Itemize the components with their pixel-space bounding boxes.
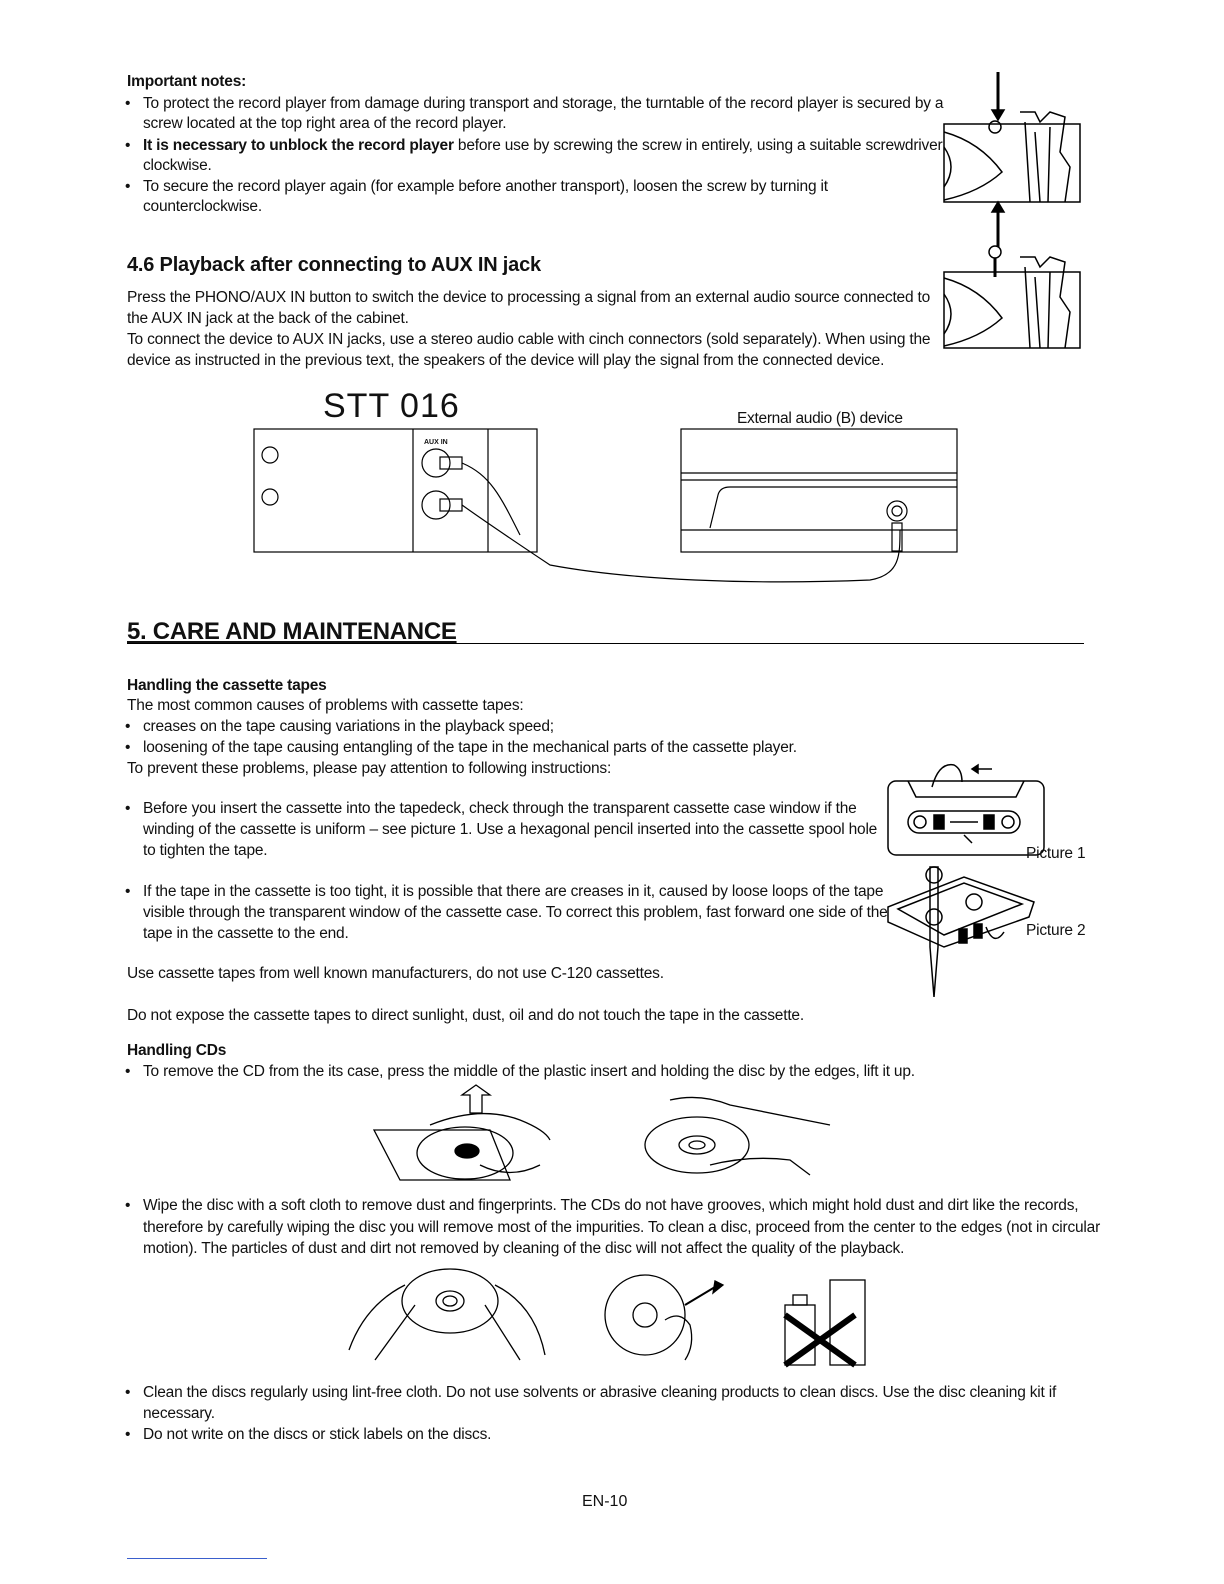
important-heading: Important notes:: [127, 73, 247, 90]
cd-cleaning-illustration: [345, 1265, 870, 1370]
cassette-tip-1-line-1: • Before you insert the cassette into the tapedeck, check through the transparent cassette case window if the: [143, 800, 857, 818]
cd-removal-illustration: [370, 1085, 850, 1190]
aux-in-label: AUX IN: [424, 439, 448, 446]
important-bullet-2-rest: before use by screwing the screw in entirely, using a suitable screwdriver: [453, 137, 943, 154]
cassette-cause-1: • creases on the tape causing variations in the playback speed;: [143, 718, 554, 736]
cd-tip-1: • To remove the CD from the its case, press the middle of the plastic insert and holding the disc by the edges, lift it up.: [143, 1063, 915, 1081]
cassette-heading: Handling the cassette tapes: [127, 677, 327, 694]
aux-connection-diagram: [250, 425, 970, 605]
important-bullet-2-line-1: [143, 137, 943, 155]
picture-1-label: Picture 1: [1026, 845, 1086, 862]
cd-tip-3-line-2: necessary.: [143, 1405, 215, 1422]
section-4-6-p2-line-2: device as instructed in the previous text, the speakers of the device will play the signal from the connected device.: [127, 352, 885, 369]
section-5-rule: [127, 643, 1084, 644]
cassette-tip-2-line-2: visible through the transparent window of the cassette case. To correct this problem, fast forward one side of the: [143, 904, 888, 921]
cassette-brands-note: Use cassette tapes from well known manufacturers, do not use C-120 cassettes.: [127, 965, 664, 982]
important-bullet-3-line-2: counterclockwise.: [143, 198, 262, 215]
important-bullet-3-line-1: • To secure the record player again (for example before another transport), loosen the screw by turning it: [143, 178, 828, 196]
section-4-6-title: 4.6 Playback after connecting to AUX IN jack: [127, 254, 541, 276]
picture-2-label: Picture 2: [1026, 922, 1086, 939]
section-5-title: 5. CARE AND MAINTENANCE: [127, 618, 457, 645]
cd-heading: Handling CDs: [127, 1042, 227, 1059]
cassette-exposure-note: Do not expose the cassette tapes to direct sunlight, dust, oil and do not touch the tape in the cassette.: [127, 1007, 804, 1024]
cassette-cause-2: • loosening of the tape causing entangling of the tape in the mechanical parts of the cassette player.: [143, 739, 797, 757]
section-4-6-p1-line-2: the AUX IN jack at the back of the cabinet.: [127, 310, 409, 327]
cassette-tip-2-line-1: • If the tape in the cassette is too tight, it is possible that there are creases in it, caused by loose loops of the tape: [143, 883, 883, 901]
cassette-tip-2-line-3: tape in the cassette to the end.: [143, 925, 349, 942]
section-4-6-p1-line-1: Press the PHONO/AUX IN button to switch the device to processing a signal from an external audio source connected to: [127, 289, 931, 306]
footer-rule: [127, 1558, 267, 1559]
cd-tip-2-line-1: • Wipe the disc with a soft cloth to remove dust and fingerprints. The CDs do not have grooves, which might hold dust and dirt like the records,: [143, 1197, 1078, 1215]
cassette-tip-1-line-3: to tighten the tape.: [143, 842, 268, 859]
cd-tip-3-line-1: • Clean the discs regularly using lint-free cloth. Do not use solvents or abrasive cleaning products to clean discs. Use the disc cleaning kit if: [143, 1384, 1056, 1402]
cassette-prevent: To prevent these problems, please pay attention to following instructions:: [127, 760, 612, 777]
important-bullet-1-line-2: screw located at the top right area of the record player.: [143, 115, 507, 132]
external-device-label: External audio (B) device: [737, 410, 903, 427]
section-4-6-p2-line-1: To connect the device to AUX IN jacks, use a stereo audio cable with cinch connectors (sold separately). When using the: [127, 331, 931, 348]
model-label: STT 016: [323, 387, 460, 425]
cd-tip-2-line-2: therefore by carefully wiping the disc you will remove most of the impurities. To clean a disc, proceed from the center to the edges (not in circular: [143, 1219, 1101, 1236]
cd-tip-4: • Do not write on the discs or stick labels on the discs.: [143, 1426, 491, 1444]
page-number: EN-10: [582, 1493, 628, 1510]
cassette-intro: The most common causes of problems with cassette tapes:: [127, 697, 524, 714]
important-bold-text: It is necessary to unblock the record player: [143, 137, 454, 154]
cassette-pictures: [884, 757, 1044, 1007]
turntable-screw-illustration: [940, 72, 1090, 352]
important-bullet-1-line-1: • To protect the record player from damage during transport and storage, the turntable of the record player is secured by a: [143, 95, 943, 113]
important-bullet-2-line-2: clockwise.: [143, 157, 212, 174]
cassette-tip-1-line-2: winding of the cassette is uniform – see picture 1. Use a hexagonal pencil inserted into the cassette spool hole: [143, 821, 878, 838]
cd-tip-2-line-3: motion). The particles of dust and dirt not removed by cleaning of the disc will not affect the quality of the playback.: [143, 1240, 905, 1257]
